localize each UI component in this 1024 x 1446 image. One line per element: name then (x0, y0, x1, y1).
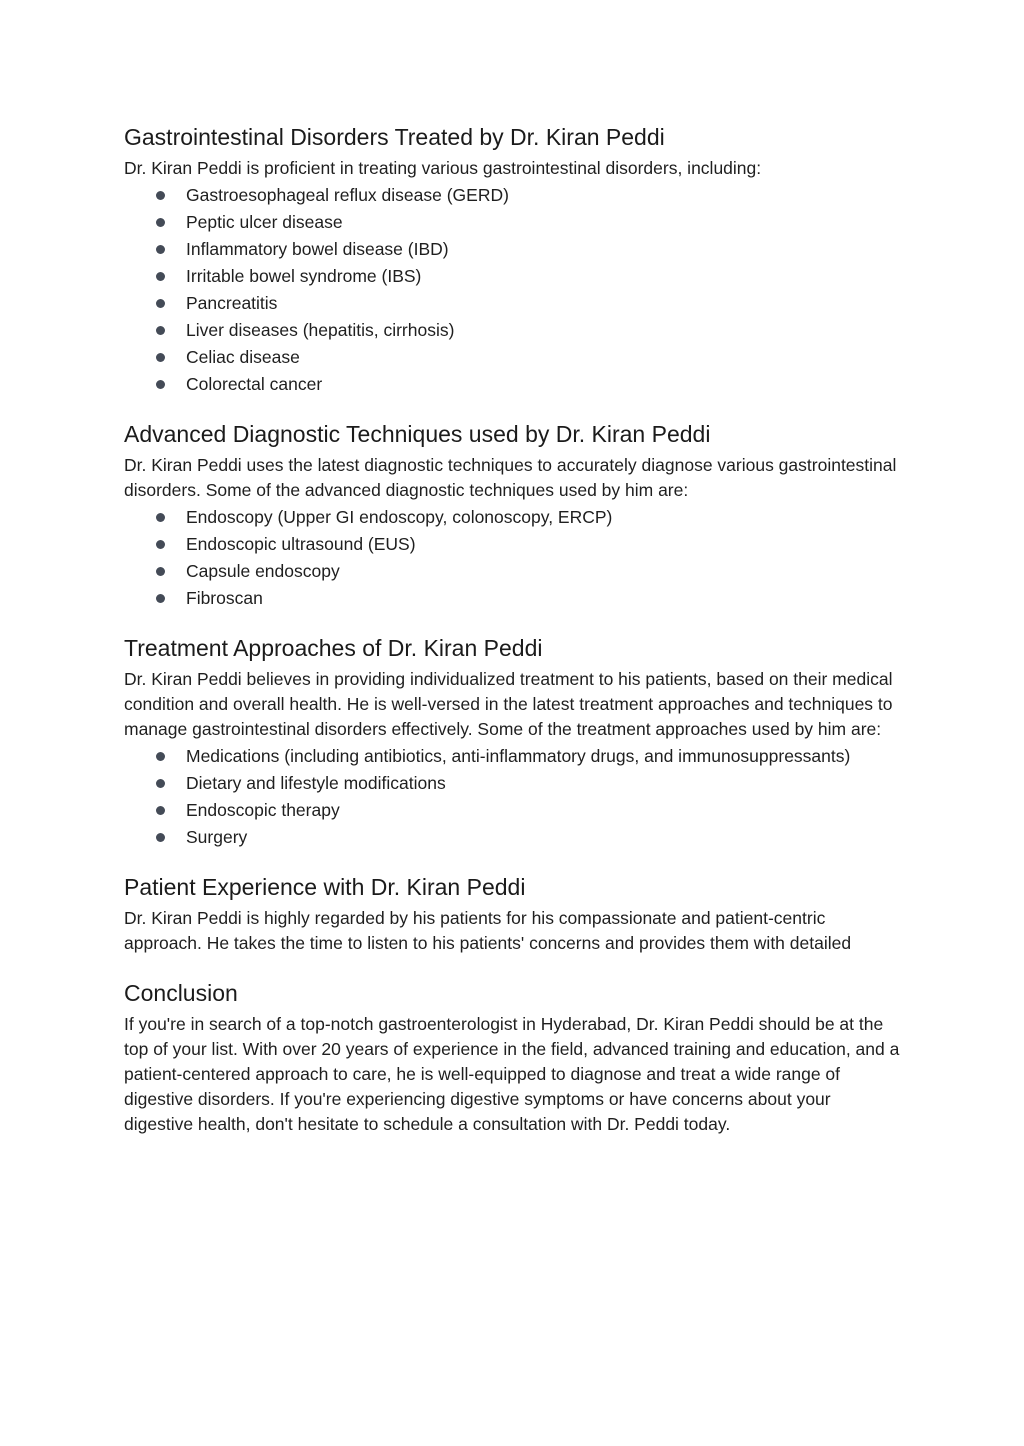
list-item: Endoscopic ultrasound (EUS) (124, 532, 904, 557)
bullet-icon (156, 326, 165, 335)
bullet-icon (156, 567, 165, 576)
list-item: Liver diseases (hepatitis, cirrhosis) (124, 318, 904, 343)
section-paragraph: Dr. Kiran Peddi uses the latest diagnostic techniques to accurately diagnose various gastrointestinal disorders. Some of the advanced diagnostic techniques used by him are: (124, 455, 897, 500)
list-item: Surgery (124, 825, 904, 850)
section-heading: Gastrointestinal Disorders Treated by Dr. Kiran Peddi (124, 124, 665, 150)
list-item: Colorectal cancer (124, 372, 904, 397)
list-item: Capsule endoscopy (124, 559, 904, 584)
list-item: Endoscopy (Upper GI endoscopy, colonoscopy, ERCP) (124, 505, 904, 530)
list-item: Medications (including antibiotics, anti-inflammatory drugs, and immunosuppressants) (124, 744, 904, 769)
section-heading: Advanced Diagnostic Techniques used by Dr. Kiran Peddi (124, 421, 711, 447)
section-paragraph: Dr. Kiran Peddi is highly regarded by his patients for his compassionate and patient-centric approach. He takes the time to listen to his patients' concerns and provides them with detailed (124, 908, 852, 953)
list-item: Irritable bowel syndrome (IBS) (124, 264, 904, 289)
section-conclusion (124, 976, 904, 1137)
section-diagnostics (124, 417, 904, 611)
section-heading: Patient Experience with Dr. Kiran Peddi (124, 874, 526, 900)
bullet-icon (156, 806, 165, 815)
list-item: Endoscopic therapy (124, 798, 904, 823)
bullet-icon (156, 594, 165, 603)
section-paragraph: Dr. Kiran Peddi is proficient in treating various gastrointestinal disorders, including: (124, 158, 762, 178)
section-heading: Conclusion (124, 980, 238, 1006)
section-patient-experience (124, 870, 904, 956)
list-item: Fibroscan (124, 586, 904, 611)
bullet-icon (156, 779, 165, 788)
disorders-list (124, 183, 904, 397)
bullet-icon (156, 513, 165, 522)
bullet-icon (156, 191, 165, 200)
diagnostics-list (124, 505, 904, 611)
list-item: Inflammatory bowel disease (IBD) (124, 237, 904, 262)
bullet-icon (156, 299, 165, 308)
list-item: Gastroesophageal reflux disease (GERD) (124, 183, 904, 208)
bullet-icon (156, 272, 165, 281)
document-page (124, 120, 904, 1137)
treatment-list (124, 744, 904, 850)
list-item: Celiac disease (124, 345, 904, 370)
list-item: Dietary and lifestyle modifications (124, 771, 904, 796)
section-treatment (124, 631, 904, 850)
bullet-icon (156, 245, 165, 254)
bullet-icon (156, 752, 165, 761)
bullet-icon (156, 833, 165, 842)
section-paragraph: Dr. Kiran Peddi believes in providing individualized treatment to his patients, based on their medical condition and overall health. He is well-versed in the latest treatment approaches and techniques to manage gastrointestinal disorders effectively. Some of the treatment approaches used by him are: (124, 669, 893, 739)
section-disorders (124, 120, 904, 397)
list-item: Peptic ulcer disease (124, 210, 904, 235)
section-paragraph: If you're in search of a top-notch gastroenterologist in Hyderabad, Dr. Kiran Peddi should be at the top of your list. With over 20 years of experience in the field, advanced training and education, and a patient-centered approach to care, he is well-equipped to diagnose and treat a wide range of digestive disorders. If you're experiencing digestive symptoms or have concerns about your digestive health, don't hesitate to schedule a consultation with Dr. Peddi today. (124, 1014, 900, 1134)
bullet-icon (156, 353, 165, 362)
bullet-icon (156, 540, 165, 549)
bullet-icon (156, 218, 165, 227)
section-heading: Treatment Approaches of Dr. Kiran Peddi (124, 635, 543, 661)
list-item: Pancreatitis (124, 291, 904, 316)
bullet-icon (156, 380, 165, 389)
